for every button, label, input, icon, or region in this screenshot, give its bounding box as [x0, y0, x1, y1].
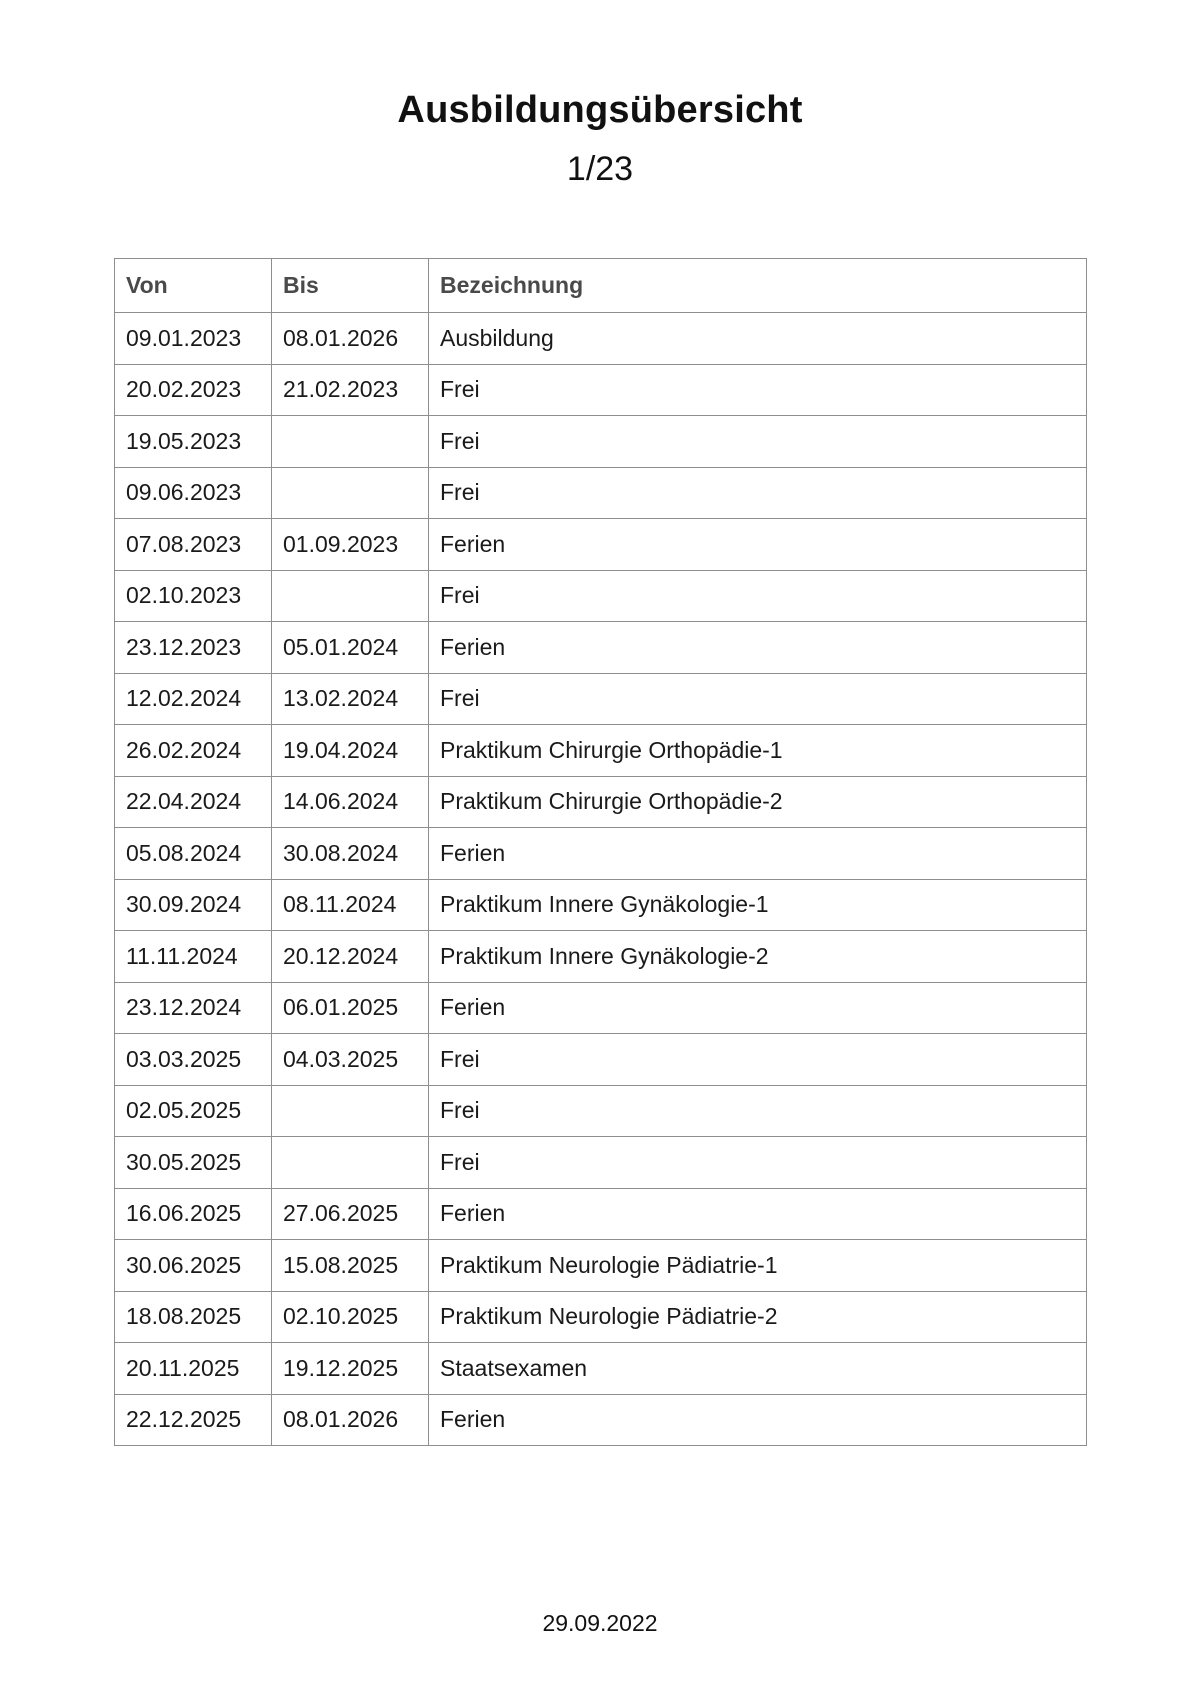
cell-bis [272, 467, 429, 519]
cell-bis [272, 1085, 429, 1137]
cell-von: 26.02.2024 [115, 725, 272, 777]
cell-von: 23.12.2024 [115, 982, 272, 1034]
cell-bis [272, 1137, 429, 1189]
cell-von: 19.05.2023 [115, 416, 272, 468]
cell-von: 23.12.2023 [115, 622, 272, 674]
table-row [115, 673, 1087, 725]
cell-bis: 19.12.2025 [272, 1343, 429, 1395]
cell-von: 09.01.2023 [115, 313, 272, 365]
footer-date: 29.09.2022 [542, 1610, 658, 1636]
cell-bezeichnung: Praktikum Chirurgie Orthopädie-2 [429, 776, 1087, 828]
cell-von: 09.06.2023 [115, 467, 272, 519]
cell-von: 20.11.2025 [115, 1343, 272, 1395]
table-row [115, 519, 1087, 571]
cell-bis: 30.08.2024 [272, 828, 429, 880]
table-row [115, 1034, 1087, 1086]
cell-bezeichnung: Praktikum Chirurgie Orthopädie-1 [429, 725, 1087, 777]
cell-von: 03.03.2025 [115, 1034, 272, 1086]
cell-bis: 19.04.2024 [272, 725, 429, 777]
cell-bis: 27.06.2025 [272, 1188, 429, 1240]
cell-von: 22.04.2024 [115, 776, 272, 828]
table-row [115, 1291, 1087, 1343]
column-header-bis: Bis [272, 259, 429, 313]
cell-bis: 21.02.2023 [272, 364, 429, 416]
cell-von: 16.06.2025 [115, 1188, 272, 1240]
table-row [115, 879, 1087, 931]
table-row [115, 776, 1087, 828]
cell-bezeichnung: Ferien [429, 1394, 1087, 1446]
column-header-von: Von [115, 259, 272, 313]
cell-von: 30.06.2025 [115, 1240, 272, 1292]
cell-bezeichnung: Frei [429, 1137, 1087, 1189]
cell-von: 12.02.2024 [115, 673, 272, 725]
cell-von: 11.11.2024 [115, 931, 272, 983]
cell-bezeichnung: Praktikum Innere Gynäkologie-1 [429, 879, 1087, 931]
cell-bezeichnung: Praktikum Neurologie Pädiatrie-2 [429, 1291, 1087, 1343]
table-row [115, 1394, 1087, 1446]
cell-bis [272, 416, 429, 468]
cell-von: 02.05.2025 [115, 1085, 272, 1137]
cell-bis: 06.01.2025 [272, 982, 429, 1034]
table-row [115, 364, 1087, 416]
cell-von: 30.09.2024 [115, 879, 272, 931]
cell-bis [272, 570, 429, 622]
cell-bis: 08.11.2024 [272, 879, 429, 931]
cell-bezeichnung: Frei [429, 467, 1087, 519]
table-row [115, 725, 1087, 777]
cell-von: 05.08.2024 [115, 828, 272, 880]
column-header-bezeichnung: Bezeichnung [429, 259, 1087, 313]
table-row [115, 1188, 1087, 1240]
table-header [115, 259, 1087, 313]
cell-bezeichnung: Frei [429, 673, 1087, 725]
cell-bis: 08.01.2026 [272, 1394, 429, 1446]
header-row [115, 259, 1087, 313]
table-row [115, 313, 1087, 365]
table-row [115, 622, 1087, 674]
cell-bezeichnung: Staatsexamen [429, 1343, 1087, 1395]
cell-von: 02.10.2023 [115, 570, 272, 622]
cell-bis: 13.02.2024 [272, 673, 429, 725]
cell-bezeichnung: Ferien [429, 828, 1087, 880]
cell-bis: 15.08.2025 [272, 1240, 429, 1292]
cell-bezeichnung: Ferien [429, 519, 1087, 571]
table-body [115, 313, 1087, 1446]
cell-von: 07.08.2023 [115, 519, 272, 571]
cell-bezeichnung: Ferien [429, 622, 1087, 674]
cell-von: 30.05.2025 [115, 1137, 272, 1189]
cell-bezeichnung: Frei [429, 1034, 1087, 1086]
cell-bis: 08.01.2026 [272, 313, 429, 365]
cell-bezeichnung: Praktikum Neurologie Pädiatrie-1 [429, 1240, 1087, 1292]
table-row [115, 416, 1087, 468]
table-row [115, 467, 1087, 519]
cell-von: 18.08.2025 [115, 1291, 272, 1343]
page-counter: 1/23 [566, 150, 634, 188]
cell-bis: 20.12.2024 [272, 931, 429, 983]
table-row [115, 982, 1087, 1034]
cell-bis: 04.03.2025 [272, 1034, 429, 1086]
cell-bezeichnung: Frei [429, 416, 1087, 468]
table-row [115, 931, 1087, 983]
cell-bezeichnung: Frei [429, 1085, 1087, 1137]
cell-bezeichnung: Ferien [429, 1188, 1087, 1240]
table-row [115, 828, 1087, 880]
table-row [115, 1137, 1087, 1189]
cell-bis: 05.01.2024 [272, 622, 429, 674]
cell-von: 20.02.2023 [115, 364, 272, 416]
cell-bezeichnung: Ausbildung [429, 313, 1087, 365]
cell-bezeichnung: Frei [429, 364, 1087, 416]
cell-bis: 01.09.2023 [272, 519, 429, 571]
schedule-table [114, 258, 1087, 1446]
cell-von: 22.12.2025 [115, 1394, 272, 1446]
cell-bis: 02.10.2025 [272, 1291, 429, 1343]
table-row [115, 1343, 1087, 1395]
table-row [115, 1085, 1087, 1137]
table-row [115, 1240, 1087, 1292]
cell-bezeichnung: Frei [429, 570, 1087, 622]
cell-bezeichnung: Ferien [429, 982, 1087, 1034]
page-title: Ausbildungsübersicht [397, 89, 803, 132]
cell-bezeichnung: Praktikum Innere Gynäkologie-2 [429, 931, 1087, 983]
table-row [115, 570, 1087, 622]
cell-bis: 14.06.2024 [272, 776, 429, 828]
